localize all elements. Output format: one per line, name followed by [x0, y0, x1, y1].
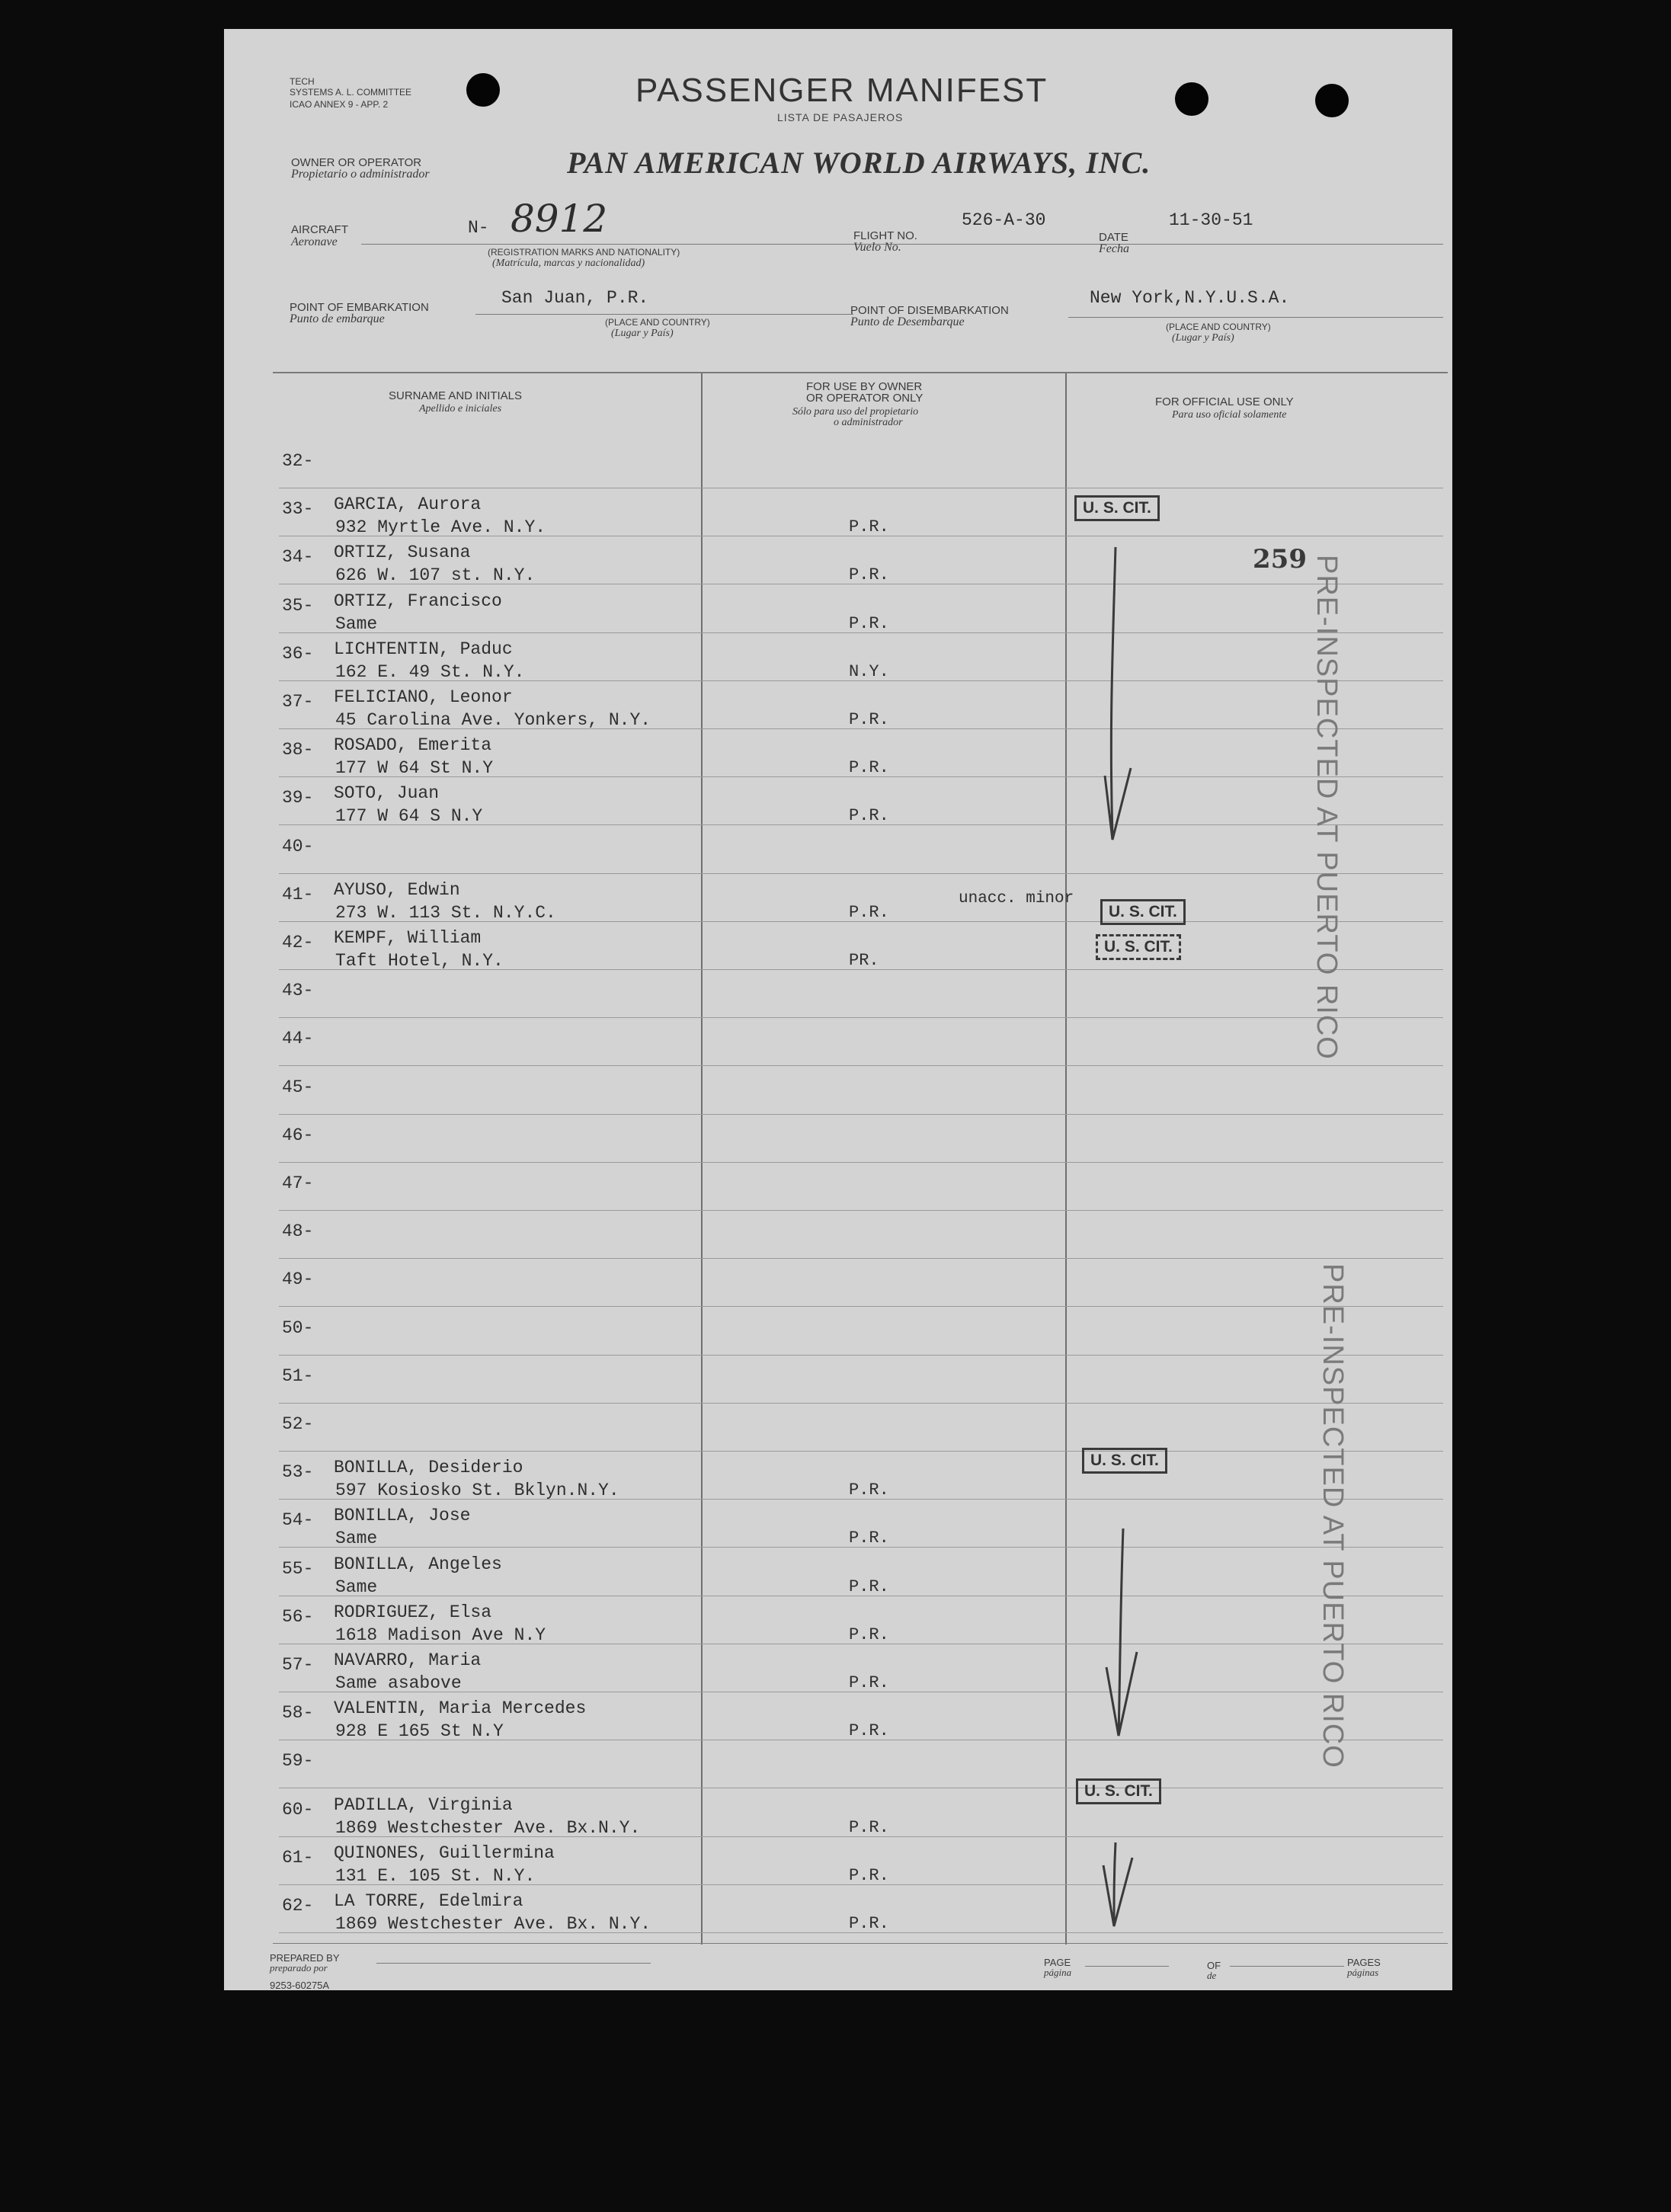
passenger-name: BONILLA, Angeles — [334, 1554, 502, 1574]
row-number: 59- — [282, 1751, 314, 1772]
col2-header-es1: Sólo para uso del propietario — [792, 406, 919, 418]
aircraft-label: AIRCRAFT — [291, 223, 348, 236]
row-number: 60- — [282, 1799, 314, 1820]
passenger-address: 597 Kosiosko St. Bklyn.N.Y. — [335, 1481, 619, 1501]
col2-header-es2: o administrador — [834, 417, 903, 428]
embark-value: San Juan, P.R. — [501, 288, 649, 308]
pages-label: PAGES — [1347, 1957, 1381, 1968]
passenger-name: RODRIGUEZ, Elsa — [334, 1602, 492, 1622]
row-separator — [279, 1162, 1443, 1163]
table-bottom-border — [273, 1943, 1448, 1944]
passenger-name: KEMPF, William — [334, 928, 482, 948]
passenger-name: LA TORRE, Edelmira — [334, 1891, 523, 1911]
operator-use-value: N.Y. — [849, 661, 889, 681]
operator-use-value: P.R. — [849, 1721, 889, 1741]
row-number: 61- — [282, 1847, 314, 1868]
passenger-address: 45 Carolina Ave. Yonkers, N.Y. — [335, 710, 651, 730]
col1-header: SURNAME AND INITIALS — [389, 389, 523, 402]
disembark-value: New York,N.Y.U.S.A. — [1090, 288, 1290, 308]
row-number: 55- — [282, 1558, 314, 1579]
passenger-address: 177 W 64 S N.Y — [335, 806, 483, 827]
operator-use-value: P.R. — [849, 517, 889, 537]
embark-note-es: (Lugar y País) — [611, 328, 674, 339]
column-divider-1 — [701, 373, 703, 1945]
operator-use-value: P.R. — [849, 1865, 889, 1885]
col2-header-2: OR OPERATOR ONLY — [806, 392, 924, 405]
page-label: PAGE — [1044, 1957, 1071, 1968]
operator-use-value: P.R. — [849, 710, 889, 729]
passenger-name: BONILLA, Desiderio — [334, 1458, 523, 1478]
punch-hole — [1315, 84, 1349, 117]
col3-header: FOR OFFICIAL USE ONLY — [1155, 395, 1294, 408]
operator-use-value: P.R. — [849, 806, 889, 826]
column-divider-2 — [1065, 373, 1067, 1945]
aircraft-note-es: (Matrícula, marcas y nacionalidad) — [492, 258, 645, 269]
operator-use-value: P.R. — [849, 565, 889, 585]
passenger-name: FELICIANO, Leonor — [334, 687, 513, 707]
row-number: 58- — [282, 1703, 314, 1724]
col1-header-es: Apellido e iniciales — [419, 403, 502, 415]
committee-line-2: SYSTEMS A. L. COMMITTEE — [290, 87, 412, 98]
disembark-label: POINT OF DISEMBARKATION — [850, 304, 1009, 317]
aircraft-prefix: N- — [468, 218, 489, 238]
operator-use-value: P.R. — [849, 902, 889, 922]
passenger-name: GARCIA, Aurora — [334, 495, 482, 515]
row-number: 49- — [282, 1269, 314, 1290]
passenger-address: 932 Myrtle Ave. N.Y. — [335, 517, 546, 538]
of-label: OF — [1207, 1960, 1221, 1971]
row-separator — [279, 1258, 1443, 1259]
row-number: 51- — [282, 1365, 314, 1386]
owner-label-es: Propietario o administrador — [291, 168, 430, 181]
passenger-address: 177 W 64 St N.Y — [335, 758, 494, 779]
operator-use-value: P.R. — [849, 1625, 889, 1644]
committee-line-3: ICAO ANNEX 9 - APP. 2 — [290, 99, 389, 110]
operator-use-value: PR. — [849, 951, 879, 970]
minor-note: unacc. minor — [959, 890, 1074, 908]
embark-label: POINT OF EMBARKATION — [290, 301, 429, 314]
operator-use-value: P.R. — [849, 613, 889, 633]
check-arrow — [1105, 547, 1131, 840]
operator-use-value: P.R. — [849, 1481, 889, 1500]
row-separator — [279, 1306, 1443, 1307]
passenger-name: ORTIZ, Francisco — [334, 591, 502, 611]
pre-inspected-stamp: PRE-INSPECTED AT PUERTO RICO — [1317, 1263, 1349, 1769]
col2-header-1: FOR USE BY OWNER — [806, 380, 923, 393]
page-title: PASSENGER MANIFEST — [635, 72, 1048, 109]
date-label-es: Fecha — [1099, 242, 1129, 255]
aircraft-value: 8912 — [511, 197, 608, 241]
passenger-address: 1618 Madison Ave N.Y — [335, 1625, 546, 1645]
row-number: 32- — [282, 451, 314, 471]
us-citizen-stamp: U. S. CIT. — [1074, 495, 1160, 521]
passenger-name: VALENTIN, Maria Mercedes — [334, 1698, 587, 1719]
col3-header-es: Para uso oficial solamente — [1172, 409, 1287, 421]
passenger-address: 1869 Westchester Ave. Bx.N.Y. — [335, 1817, 641, 1838]
pre-inspected-stamp: PRE-INSPECTED AT PUERTO RICO — [1311, 555, 1343, 1060]
passenger-address: Same — [335, 1577, 378, 1597]
row-number: 50- — [282, 1317, 314, 1338]
operator-use-value: P.R. — [849, 1817, 889, 1837]
prepared-label: PREPARED BY — [270, 1952, 340, 1964]
passenger-name: PADILLA, Virginia — [334, 1794, 513, 1815]
us-citizen-stamp: U. S. CIT. — [1100, 899, 1186, 925]
row-number: 41- — [282, 884, 314, 904]
passenger-name: ORTIZ, Susana — [334, 543, 471, 563]
row-number: 54- — [282, 1510, 314, 1531]
of-label-es: de — [1207, 1970, 1217, 1981]
passenger-address: 162 E. 49 St. N.Y. — [335, 661, 525, 682]
page-label-es: página — [1044, 1967, 1072, 1978]
passenger-name: ROSADO, Emerita — [334, 735, 492, 756]
passenger-address: 131 E. 105 St. N.Y. — [335, 1865, 536, 1886]
row-number: 38- — [282, 740, 314, 760]
form-code: 9253-60275A — [270, 1980, 330, 1991]
manifest-sheet — [224, 29, 1452, 1990]
row-number: 43- — [282, 981, 314, 1001]
row-number: 46- — [282, 1125, 314, 1145]
us-citizen-stamp: U. S. CIT. — [1096, 934, 1181, 960]
row-number: 34- — [282, 547, 314, 568]
check-arrows-drawing — [1100, 547, 1161, 1934]
us-citizen-stamp: U. S. CIT. — [1082, 1448, 1167, 1474]
passenger-name: SOTO, Juan — [334, 783, 440, 804]
owner-value: PAN AMERICAN WORLD AIRWAYS, INC. — [567, 146, 1151, 180]
row-number: 56- — [282, 1606, 314, 1627]
page-subtitle: LISTA DE PASAJEROS — [777, 111, 904, 123]
pages-label-es: páginas — [1347, 1967, 1379, 1978]
aircraft-note: (REGISTRATION MARKS AND NATIONALITY) — [488, 247, 680, 258]
operator-use-value: P.R. — [849, 758, 889, 778]
committee-line-1: TECH — [290, 76, 315, 87]
row-number: 44- — [282, 1029, 314, 1049]
operator-use-value: P.R. — [849, 1529, 889, 1548]
flight-label-es: Vuelo No. — [853, 241, 901, 254]
passenger-address: Same asabove — [335, 1673, 462, 1693]
date-label: DATE — [1099, 231, 1128, 244]
row-separator — [279, 1017, 1443, 1018]
row-separator — [279, 1451, 1443, 1452]
row-separator — [279, 1403, 1443, 1404]
row-number: 33- — [282, 499, 314, 520]
punch-hole — [466, 73, 500, 107]
passenger-address: 928 E 165 St N.Y — [335, 1721, 504, 1742]
row-number: 36- — [282, 643, 314, 664]
flight-value: 526-A-30 — [962, 210, 1046, 230]
passenger-address: 1869 Westchester Ave. Bx. N.Y. — [335, 1914, 651, 1934]
passenger-address: 273 W. 113 St. N.Y.C. — [335, 902, 556, 923]
check-arrow — [1103, 1842, 1132, 1926]
row-number: 62- — [282, 1896, 314, 1916]
operator-use-value: P.R. — [849, 1673, 889, 1692]
passenger-name: AYUSO, Edwin — [334, 879, 460, 900]
disembark-note-es: (Lugar y País) — [1172, 332, 1234, 344]
us-citizen-stamp: U. S. CIT. — [1076, 1778, 1161, 1804]
aircraft-label-es: Aeronave — [291, 235, 338, 248]
date-value: 11-30-51 — [1169, 210, 1253, 230]
operator-use-value: P.R. — [849, 1914, 889, 1933]
punch-hole — [1175, 82, 1208, 116]
row-number: 57- — [282, 1655, 314, 1675]
check-arrow — [1106, 1529, 1137, 1736]
row-number: 53- — [282, 1462, 314, 1483]
disembark-note: (PLACE AND COUNTRY) — [1166, 322, 1271, 332]
passenger-address: Same — [335, 613, 378, 634]
row-separator — [279, 873, 1443, 874]
row-separator — [279, 1355, 1443, 1356]
row-number: 39- — [282, 788, 314, 808]
row-separator — [279, 1065, 1443, 1066]
row-number: 37- — [282, 692, 314, 712]
table-top-border — [273, 372, 1448, 373]
row-number: 48- — [282, 1221, 314, 1242]
passenger-address: Taft Hotel, N.Y. — [335, 951, 504, 971]
embark-note: (PLACE AND COUNTRY) — [605, 317, 710, 328]
owner-label: OWNER OR OPERATOR — [291, 156, 422, 169]
row-number: 35- — [282, 595, 314, 616]
passenger-name: LICHTENTIN, Paduc — [334, 639, 513, 659]
passenger-name: BONILLA, Jose — [334, 1506, 471, 1526]
row-number: 45- — [282, 1077, 314, 1097]
row-separator — [279, 1210, 1443, 1211]
passenger-name: NAVARRO, Maria — [334, 1650, 482, 1670]
row-number: 40- — [282, 836, 314, 856]
row-number: 42- — [282, 933, 314, 952]
row-separator — [279, 1114, 1443, 1115]
disembark-label-es: Punto de Desembarque — [850, 315, 965, 328]
flight-label: FLIGHT NO. — [853, 229, 917, 242]
handwritten-number: 259 — [1253, 544, 1307, 575]
row-number: 47- — [282, 1173, 314, 1193]
prepared-label-es: preparado por — [270, 1962, 328, 1974]
row-number: 52- — [282, 1414, 314, 1434]
embark-label-es: Punto de embarque — [290, 312, 385, 325]
operator-use-value: P.R. — [849, 1577, 889, 1596]
passenger-name: QUINONES, Guillermina — [334, 1842, 555, 1863]
passenger-address: Same — [335, 1529, 378, 1549]
passenger-address: 626 W. 107 st. N.Y. — [335, 565, 536, 586]
